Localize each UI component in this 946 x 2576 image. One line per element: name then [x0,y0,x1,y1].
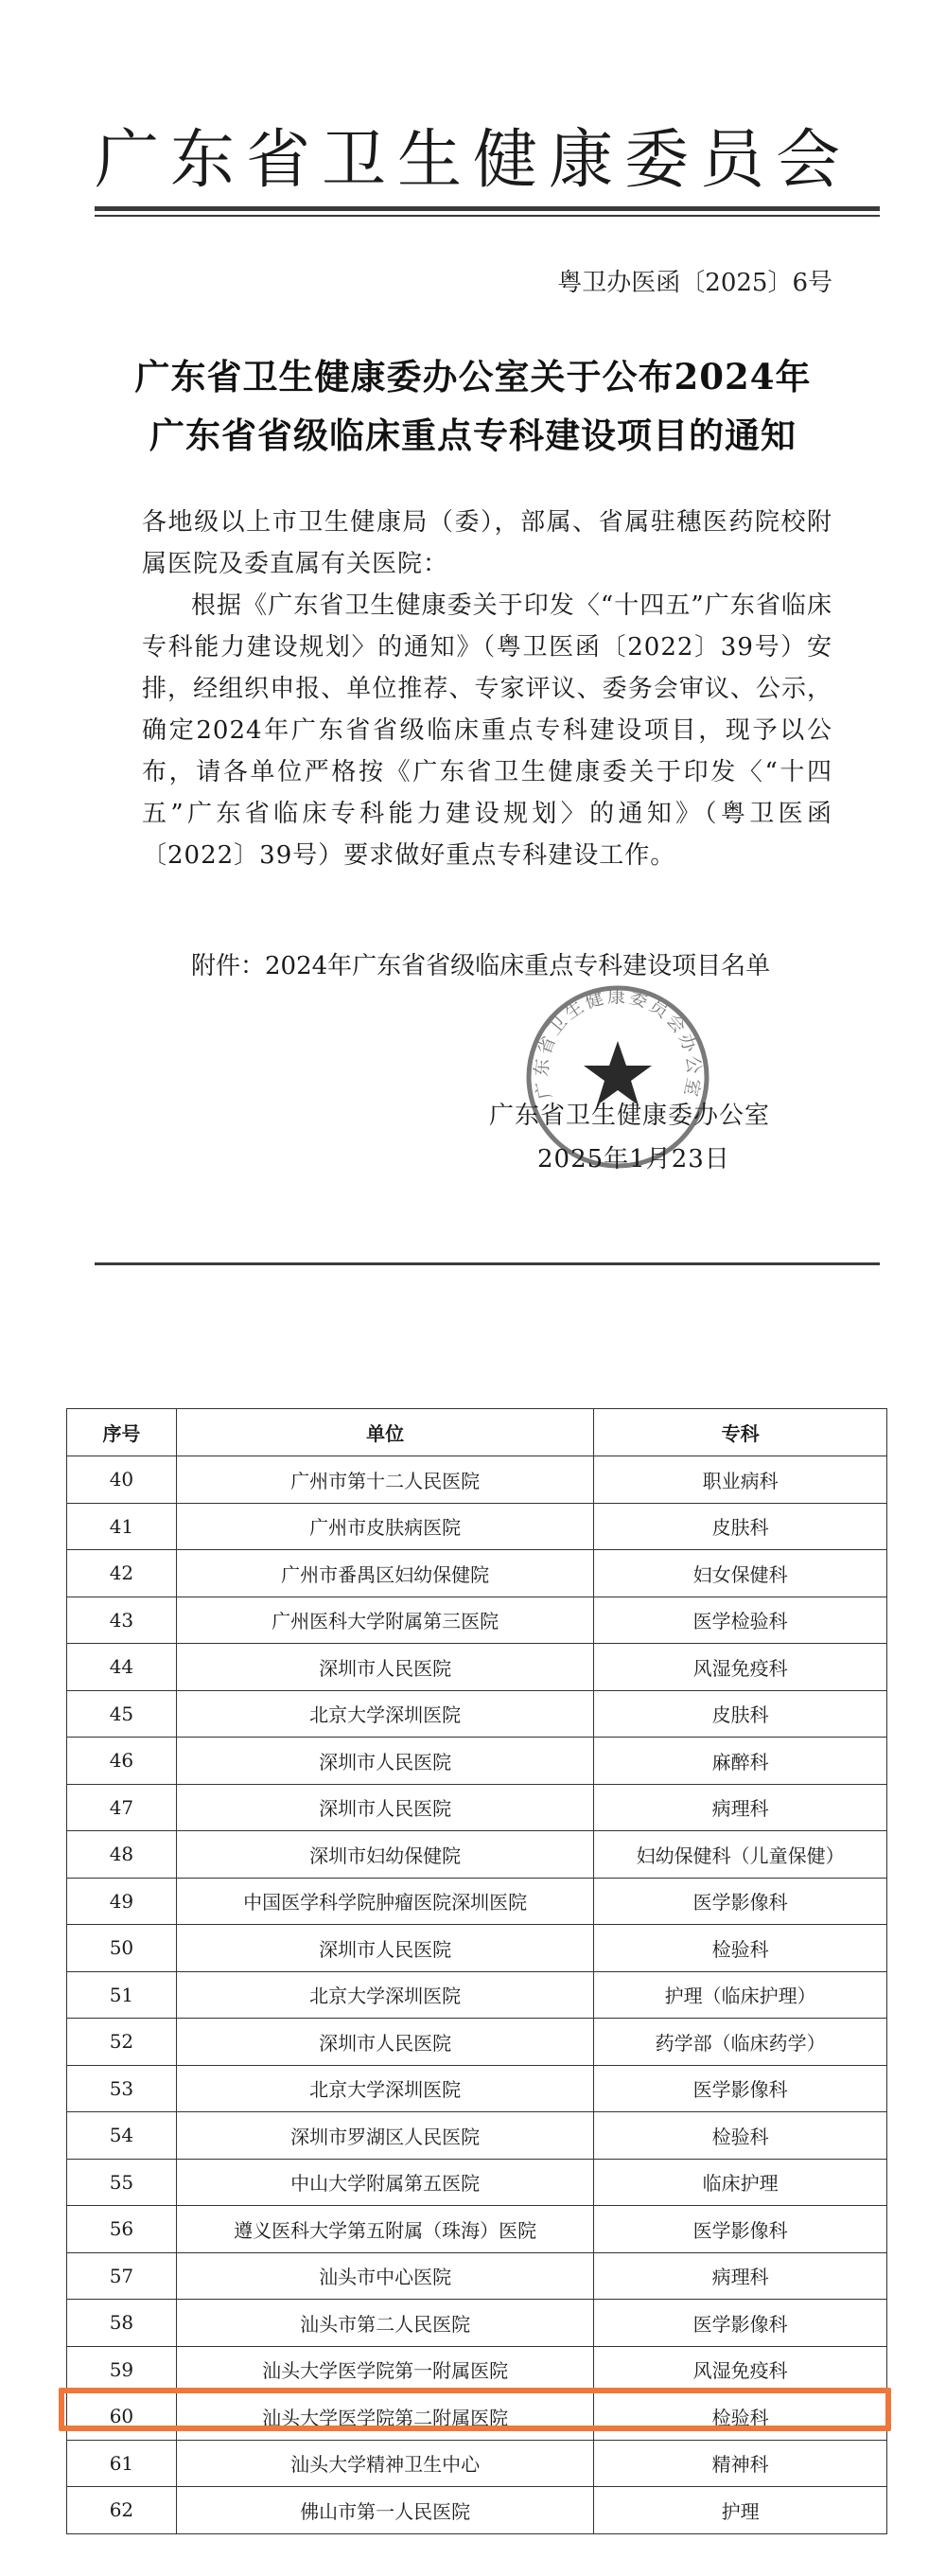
cell-serial: 43 [67,1597,177,1644]
cell-unit: 北京大学深圳医院 [176,1690,593,1738]
project-list-table [66,1408,887,2534]
table-row [67,1878,887,1925]
table-row [67,2440,887,2487]
cell-unit: 深圳市妇幼保健院 [176,1831,593,1879]
cell-specialty: 风湿免疫科 [594,2346,887,2393]
table-row [67,2112,887,2160]
cell-serial: 58 [67,2300,177,2347]
cell-specialty: 医学影像科 [594,2065,887,2112]
cell-unit: 汕头市第二人民医院 [176,2300,593,2347]
cell-serial: 61 [67,2440,177,2487]
cell-serial: 59 [67,2346,177,2393]
cell-specialty: 风湿免疫科 [594,1644,887,1691]
cell-specialty: 妇女保健科 [594,1550,887,1597]
cell-specialty: 病理科 [594,1784,887,1831]
cell-unit: 北京大学深圳医院 [176,2065,593,2112]
cell-specialty: 医学检验科 [594,1597,887,1644]
signature-org: 广东省卫生健康委办公室 [489,1102,771,1130]
cell-specialty: 麻醉科 [594,1738,887,1785]
table-row [67,1690,887,1738]
cell-serial: 52 [67,2019,177,2066]
cell-specialty: 检验科 [594,2393,887,2441]
table-row [67,2065,887,2112]
footer-rule [95,1262,880,1265]
cell-unit: 汕头大学医学院第二附属医院 [176,2393,593,2441]
cell-serial: 45 [67,1690,177,1738]
cell-specialty: 药学部（临床药学） [594,2019,887,2066]
cell-serial: 42 [67,1550,177,1597]
body-paragraph: 根据《广东省卫生健康委关于印发〈“十四五”广东省临床专科能力建设规划〉的通知》（粤卫医函〔2022〕39号）安排，经组织申报、单位推荐、专家评议、委务会审议、公示，确定2024年广东省省级临床重点专科建设项目，现予以公布，请各单位严格按《广东省卫生健康委关于印发〈“十四五”广东省临床专科能力建设规划〉的通知》（粤卫医函〔2022〕39号）要求做好重点专科建设工作。 [142,591,832,870]
cell-serial: 62 [67,2487,177,2534]
cell-specialty: 检验科 [594,2112,887,2160]
table-row [67,2487,887,2534]
table-row [67,2252,887,2300]
cell-serial: 53 [67,2065,177,2112]
cell-specialty: 医学影像科 [594,2206,887,2253]
cell-unit: 中山大学附属第五医院 [176,2159,593,2206]
cell-unit: 广州市皮肤病医院 [176,1503,593,1550]
table-row [67,1550,887,1597]
cell-specialty: 医学影像科 [594,2300,887,2347]
attachment-line: 附件：2024年广东省省级临床重点专科建设项目名单 [191,952,771,980]
cell-unit: 汕头大学精神卫生中心 [176,2440,593,2487]
cell-unit: 遵义医科大学第五附属（珠海）医院 [176,2206,593,2253]
cell-serial: 50 [67,1925,177,1972]
cell-specialty: 精神科 [594,2440,887,2487]
cell-unit: 广州市番禺区妇幼保健院 [176,1550,593,1597]
cell-unit: 深圳市人民医院 [176,2019,593,2066]
cell-serial: 54 [67,2112,177,2160]
table-row [67,1784,887,1831]
seal-text-path: 广东省卫生健康委员会办公室 [531,985,705,1102]
table-row [67,2346,887,2393]
cell-specialty: 护理（临床护理） [594,1971,887,2019]
cell-specialty: 皮肤科 [594,1690,887,1738]
cell-serial: 46 [67,1738,177,1785]
cell-unit: 广州市第十二人民医院 [176,1456,593,1504]
table-row [67,1925,887,1972]
table-row [67,1503,887,1550]
cell-specialty: 医学影像科 [594,1878,887,1925]
cell-unit: 佛山市第一人民医院 [176,2487,593,2534]
cell-unit: 深圳市人民医院 [176,1738,593,1785]
cell-specialty: 职业病科 [594,1456,887,1504]
table-row [67,1738,887,1785]
cell-unit: 中国医学科学院肿瘤医院深圳医院 [176,1878,593,1925]
cell-serial: 60 [67,2393,177,2441]
cell-unit: 汕头大学医学院第一附属医院 [176,2346,593,2393]
title-line-1: 广东省卫生健康委办公室关于公布2024年 [134,356,812,397]
cell-specialty: 护理 [594,2487,887,2534]
cell-serial: 57 [67,2252,177,2300]
header-specialty: 专科 [594,1409,887,1456]
table-row [67,1597,887,1644]
cell-unit: 汕头市中心医院 [176,2252,593,2300]
cell-serial: 49 [67,1878,177,1925]
cell-serial: 44 [67,1644,177,1691]
cell-serial: 51 [67,1971,177,2019]
table-row [67,1456,887,1504]
cell-unit: 北京大学深圳医院 [176,1971,593,2019]
cell-serial: 55 [67,2159,177,2206]
cell-serial: 41 [67,1503,177,1550]
cell-unit: 深圳市罗湖区人民医院 [176,2112,593,2160]
cell-serial: 47 [67,1784,177,1831]
cell-serial: 40 [67,1456,177,1504]
letterhead: 广东省卫生健康委员会 [94,123,851,198]
cell-unit: 广州医科大学附属第三医院 [176,1597,593,1644]
cell-unit: 深圳市人民医院 [176,1644,593,1691]
project-list-table-wrap [66,1408,887,2534]
signature-date: 2025年1月23日 [537,1145,730,1173]
header-serial: 序号 [67,1409,177,1456]
letterhead-rule-thick [95,206,880,211]
cell-unit: 深圳市人民医院 [176,1784,593,1831]
cell-serial: 56 [67,2206,177,2253]
cell-specialty: 病理科 [594,2252,887,2300]
header-unit: 单位 [176,1409,593,1456]
table-row [67,1644,887,1691]
cell-unit: 深圳市人民医院 [176,1925,593,1972]
table-row [67,2159,887,2206]
table-body [67,1456,887,2534]
salutation: 各地级以上市卫生健康局（委），部属、省属驻穗医药院校附属医院及委直属有关医院： [142,508,832,578]
table-row [67,1831,887,1879]
highlight-box [59,2388,891,2431]
table-row [67,2300,887,2347]
cell-serial: 48 [67,1831,177,1879]
table-row [67,2206,887,2253]
table-row [67,1971,887,2019]
cell-specialty: 临床护理 [594,2159,887,2206]
table-row [67,2019,887,2066]
title-line-2: 广东省省级临床重点专科建设项目的通知 [149,415,797,456]
letterhead-rule-thin [95,215,880,217]
cell-specialty: 皮肤科 [594,1503,887,1550]
table-header-row [67,1409,887,1456]
cell-specialty: 检验科 [594,1925,887,1972]
cell-specialty: 妇幼保健科（儿童保健） [594,1831,887,1879]
document-number: 粤卫办医函〔2025〕6号 [557,269,832,297]
